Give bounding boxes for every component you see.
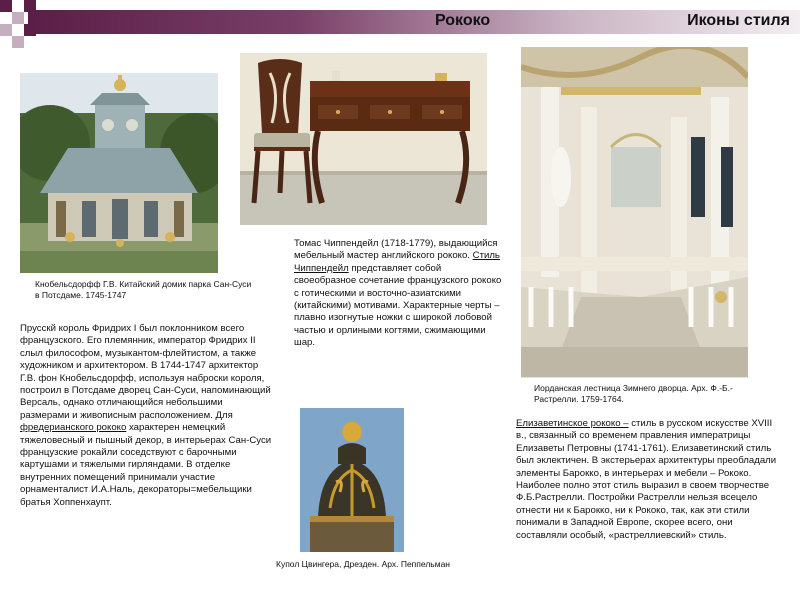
header-bar [28, 10, 800, 34]
elizabeth-body: стиль в русском искусстве XVIII в., связанный со временем правления императрицы Елизаветы Петровны (1741-1761). Елизаветинский стиль был эклектичен. В экстерьерах архитектуры преобладали элементы Барокко, в интерьерах и мебели – Рококо. Наиболее полно этот стиль выразил в своем творчестве Ф.Б.Растрелли. Постройки Растрелли нельзя всецело отнести ни к Барокко, ни к Рококо, так, как эти стили понимали в Западной Европе, скорее всего, они составляли особый, «растреллиевский» стиль. [516, 418, 777, 541]
staircase-caption: Иорданская лестница Зимнего дворца. Арх. Ф.-Б.-Растрелли. 1759-1764. [534, 383, 733, 404]
pavilion-photo [20, 73, 218, 273]
elizabethan-rococo-link: Елизаветинское рококо – [516, 418, 629, 429]
chippendale-body: представляет собой своеобразное сочетание французского рококо с готическими и восточно-азиатскими (китайскими) мотивами. Характерные черты – плавно изогнутые ножки с широкой лобовой частью и орлиными когтями, сжимающими шар. [294, 262, 502, 349]
frederick-body: характерен немецкий тяжеловесный и пышный декор, в интерьерах Сан-Суси французские рокайли соседствуют с барочными картушами и тяжелыми гирляндами. В отделке внутренних помещений принимали участие орнаменталист И.А.Наль, декораторы=мебельщики братья Хоппенхаупт. [20, 422, 272, 508]
frederick-intro: Прусскй король Фридрих I был поклонником всего французского. Его племянник, император Фридрих II слыл философом, музыкантом-флейтистом, а также художником и архитектором. В 1744-1747 архитектор Г.В. фон Кнобельсдорфф, используя наброски короля, построил в Потсдаме дворец Сан-Суси, напоминающий Версаль, однако отличающийся небольшими размерами и живописным расположением. Для [20, 323, 271, 421]
frederician-rococo-link: фредерианского рококо [20, 422, 127, 434]
chippendale-text [294, 238, 502, 350]
chippendale-style-link: Стиль Чиппендейл [294, 250, 500, 274]
dome-caption: Купол Цвингера, Дрезден. Арх. Пеппельман [276, 559, 450, 569]
elizabeth-text [516, 418, 778, 542]
frederick-text [20, 323, 272, 509]
dome-photo [300, 408, 404, 552]
page-title: Рококо [435, 12, 491, 29]
page-subtitle: Иконы стиля [687, 12, 790, 29]
furniture-photo [240, 53, 487, 225]
chippendale-intro: Томас Чиппендейл (1718-1779), выдающийся мебельный мастер английского рококо. [294, 238, 498, 262]
staircase-photo [521, 47, 748, 378]
pavilion-caption: Кнобельсдорфф Г.В. Китайский домик парка Сан-Суси в Потсдаме. 1745-1747 [35, 279, 252, 300]
